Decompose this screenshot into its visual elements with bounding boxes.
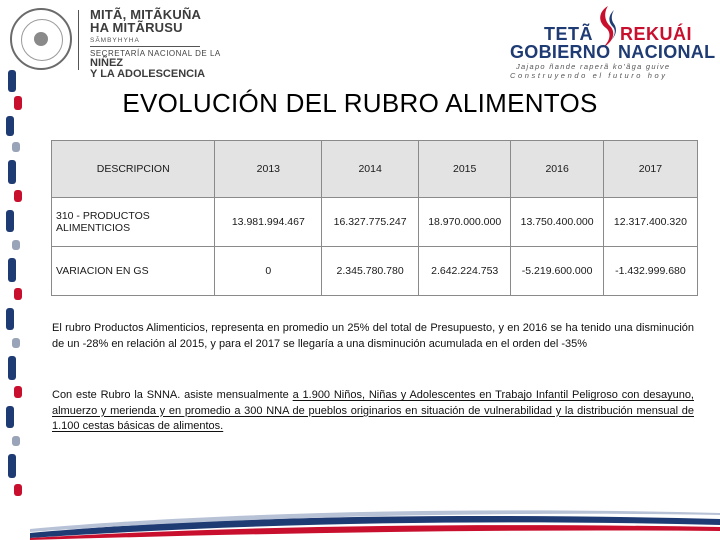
assistance-paragraph <box>52 388 694 435</box>
left-decorative-stripes <box>0 70 26 510</box>
logo-word-nacional: NACIONAL <box>618 42 716 62</box>
table-cell: 0 <box>215 247 322 296</box>
table-cell: VARIACION EN GS <box>52 247 215 296</box>
snna-logo <box>90 8 260 80</box>
table-cell: 18.970.000.000 <box>418 198 510 247</box>
org-name-line1: MITÃ, MITÃKUÑA <box>90 7 202 22</box>
table-header-row <box>52 141 698 198</box>
column-header: DESCRIPCION <box>52 141 215 198</box>
column-header: 2017 <box>603 141 697 198</box>
summary-paragraph: El rubro Productos Alimenticios, representa en promedio un 25% del total de Presupuesto, y en 2016 se ha tenido una disminución de un -28% en relación al 2015, y para el 2017 se llegaría a una disminución acumulada en el orden del -35% <box>52 322 694 350</box>
table-cell: 2.345.780.780 <box>322 247 419 296</box>
logo-word-gobierno: GOBIERNO <box>510 42 611 62</box>
assistance-underlined: a 1.900 Niños, Niñas y Adolescentes en Trabajo Infantil Peligroso con desayuno, almuerzo y merienda y en promedio a 300 NNA de pueblos originarios en situación de vulnerabilidad y la distribución mensual de 1.100 cestas básicas de alimentos. <box>52 389 694 432</box>
logo-word-rekuai: REKUÁI <box>620 24 693 44</box>
table-cell: 2.642.224.753 <box>418 247 510 296</box>
column-header: 2016 <box>511 141 603 198</box>
table-row <box>52 247 698 296</box>
table-cell: 310 - PRODUCTOS ALIMENTICIOS <box>52 198 215 247</box>
table-cell: -5.219.600.000 <box>511 247 603 296</box>
national-seal-icon <box>10 8 72 70</box>
table-cell: 16.327.775.247 <box>322 198 419 247</box>
table-row <box>52 198 698 247</box>
table-cell: 13.750.400.000 <box>511 198 603 247</box>
budget-table <box>51 140 698 296</box>
logo-tagline-spanish: Construyendo el futuro hoy <box>510 71 668 80</box>
org-name-line5: NIÑEZ <box>90 57 123 69</box>
gobierno-nacional-logo <box>508 6 716 80</box>
column-header: 2013 <box>215 141 322 198</box>
table-cell: -1.432.999.680 <box>603 247 697 296</box>
table-cell: 12.317.400.320 <box>603 198 697 247</box>
org-name-line6: Y LA ADOLESCENCIA <box>90 68 206 80</box>
org-name-line2: HA MITÃRUSU <box>90 20 183 35</box>
logo-tagline-guarani: Jajapo ñande raperã ko'ãga guive <box>516 62 671 71</box>
org-name-line4: SECRETARÍA NACIONAL DE LA <box>90 49 221 58</box>
column-header: 2015 <box>418 141 510 198</box>
logo-word-teta: TETÃ <box>544 24 593 44</box>
column-header: 2014 <box>322 141 419 198</box>
page-title: EVOLUCIÓN DEL RUBRO ALIMENTOS <box>122 88 598 118</box>
header-divider <box>78 10 79 70</box>
assistance-intro: Con este Rubro la SNNA. asiste mensualmente <box>52 389 293 401</box>
table-cell: 13.981.994.467 <box>215 198 322 247</box>
bottom-swoosh-decoration <box>30 505 720 540</box>
org-name-line3: SÃMBYHYHA <box>90 37 140 44</box>
